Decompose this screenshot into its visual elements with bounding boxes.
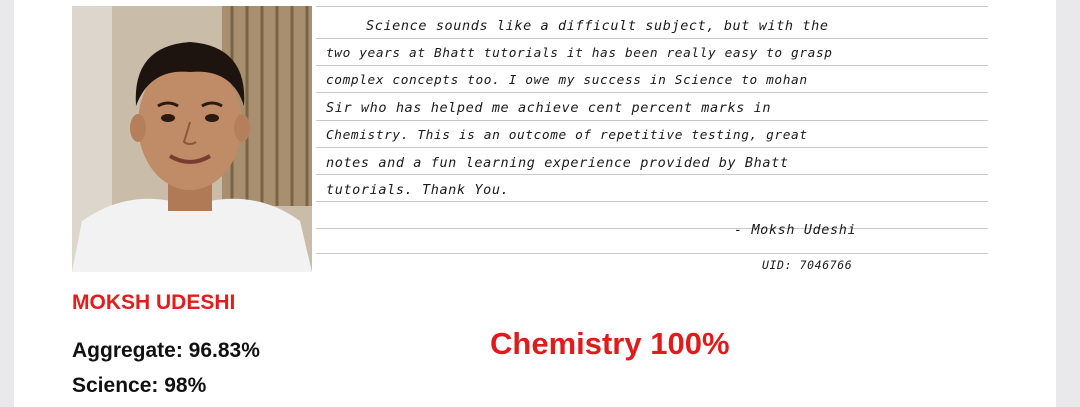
testimonial-line: notes and a fun learning experience provided by Bhatt (326, 155, 789, 171)
testimonial-line: tutorials. Thank You. (326, 182, 510, 198)
testimonial-line: Science sounds like a difficult subject, but with the (366, 18, 829, 34)
aggregate-score: Aggregate: 96.83% (72, 339, 260, 362)
science-score: Science: 98% (72, 374, 207, 397)
testimonial-line: complex concepts too. I owe my success in Science to mohan (326, 73, 808, 88)
result-card (14, 0, 1056, 407)
signature: - Moksh Udeshi (734, 222, 857, 238)
chemistry-score-highlight: Chemistry 100% (490, 326, 730, 361)
portrait-illustration (72, 6, 312, 272)
testimonial-line: Sir who has helped me achieve cent percent marks in (326, 100, 772, 116)
student-name: MOKSH UDESHI (72, 291, 236, 314)
testimonial-line: two years at Bhatt tutorials it has been really easy to grasp (326, 46, 833, 61)
testimonial-note (316, 6, 988, 280)
student-photo (72, 6, 312, 272)
testimonial-line: Chemistry. This is an outcome of repetitive testing, great (326, 128, 808, 143)
student-uid: UID: 7046766 (762, 258, 853, 272)
